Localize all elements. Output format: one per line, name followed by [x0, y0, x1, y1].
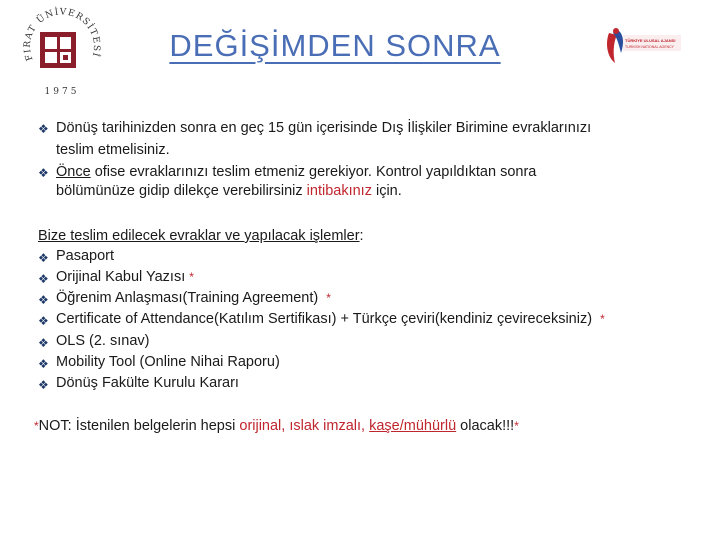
- list-item: Mobility Tool (Online Nihai Raporu): [56, 354, 280, 370]
- documents-heading: Bize teslim edilecek evraklar ve yapılacak işlemler:: [38, 228, 364, 244]
- list-item: Pasaport: [56, 248, 115, 264]
- intro-item-2-line-1: Önce ofise evraklarınızı teslim etmeniz gerekiyor. Kontrol yapıldıktan sonra: [56, 164, 537, 180]
- note-star: *: [34, 419, 39, 433]
- list-item: Orijinal Kabul Yazısı *: [56, 269, 194, 285]
- required-star: *: [189, 270, 194, 284]
- page-title: DEĞİŞİMDEN SONRA: [169, 28, 501, 63]
- intibak-text: intibakınız: [306, 183, 372, 199]
- university-seal-icon: [14, 2, 110, 98]
- logo-ring-text: FIRAT ÜNİVERSİTESİ: [22, 7, 102, 62]
- bullet-icon: ❖: [38, 272, 49, 286]
- bullet-icon: ❖: [38, 378, 49, 392]
- logo-year: 1975: [44, 87, 80, 97]
- list-item: Certificate of Attendance(Katılım Sertifikası) + Türkçe çeviri(kendiniz çevireceksiniz) *: [56, 311, 605, 327]
- note-star: *: [514, 419, 519, 433]
- intro-item-2-line-2: bölümünüze gidip dilekçe verebilirsiniz intibakınız için.: [56, 183, 402, 199]
- agency-name-en: TURKISH NATIONAL AGENCY: [625, 45, 675, 49]
- list-item: Dönüş Fakülte Kurulu Kararı: [56, 375, 239, 391]
- university-logo: [14, 2, 110, 98]
- required-star: *: [600, 312, 605, 326]
- bullet-icon: ❖: [38, 251, 49, 265]
- list-item: OLS (2. sınav): [56, 333, 150, 349]
- bullet-icon: ❖: [38, 166, 49, 180]
- bullet-icon: ❖: [38, 336, 49, 350]
- agency-name: TÜRKİYE ULUSAL AJANSI: [625, 38, 676, 43]
- list-item: Öğrenim Anlaşması(Training Agreement) *: [56, 290, 331, 306]
- required-star: *: [326, 291, 331, 305]
- note: *NOT: İstenilen belgelerin hepsi orijinal, ıslak imzalı, kaşe/mühürlü olacak!!!*: [34, 418, 519, 434]
- intro-item-1-line-1: Dönüş tarihinizden sonra en geç 15 gün içerisinde Dış İlişkiler Birimine evraklarınızı: [56, 120, 592, 136]
- bullet-icon: ❖: [38, 357, 49, 371]
- once-text: Önce: [56, 164, 91, 180]
- bullet-icon: ❖: [38, 314, 49, 328]
- bullet-icon: ❖: [38, 122, 49, 136]
- bullet-icon: ❖: [38, 293, 49, 307]
- intro-item-1-line-2: teslim etmelisiniz.: [56, 142, 170, 158]
- national-agency-logo: [603, 23, 683, 73]
